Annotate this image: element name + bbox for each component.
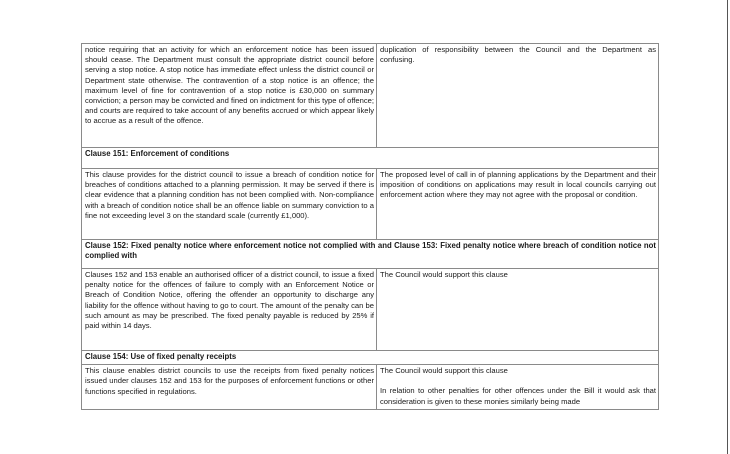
- clause-heading: Clause 151: Enforcement of conditions: [82, 148, 659, 169]
- clause-description-cell: notice requiring that an activity for which an enforcement notice has been issued should cease. The Department must consult the appropriate district council before serving a stop notice. A stop notice has immediate effect unless the district council or Department state otherwise. The contravention of a stop notice is an offence; the maximum level of fine for contravention of a stop notice is £30,000 on summary conviction; a person may be convicted and fined on indictment for this type of offence; and courts are required to take account of any benefits accrued or which appear likely to accrue as a result of the offence.: [82, 44, 377, 148]
- clause-description-cell: This clause enables district councils to use the receipts from fixed penalty notices issued under clauses 152 and 153 for the purposes of enforcement functions or other functions specified in regulations.: [82, 365, 377, 410]
- council-response-text: The Council would support this clause: [380, 366, 508, 376]
- clause-heading: Clause 154: Use of fixed penalty receipts: [82, 351, 659, 365]
- table-row: [82, 269, 659, 351]
- table-row: [82, 169, 659, 240]
- page-edge-line: [727, 0, 728, 454]
- clause-response-table: [81, 43, 659, 410]
- council-response-cell: duplication of responsibility between the Council and the Department as confusing.: [377, 44, 659, 148]
- table-row: [82, 240, 659, 269]
- clause-heading: Clause 152: Fixed penalty notice where enforcement notice not complied with and Clause 153: Fixed penalty notice where breach of condition notice not complied with: [82, 240, 659, 269]
- table-row: [82, 148, 659, 169]
- clause-description-cell: This clause provides for the district council to issue a breach of condition notice for breaches of conditions attached to a planning permission. It may be served if there is clear evidence that a planning condition has not been complied with. Non-compliance with a breach of condition notice shall be an offence liable on summary conviction to a fine not exceeding level 3 on the standard scale (currently £1,000).: [82, 169, 377, 240]
- council-response-cell: The Council would support this clause: [377, 269, 659, 351]
- council-response-cell: The proposed level of call in of planning applications by the Department and their imposition of conditions on applications may result in local councils carrying out enforcement action where they may not agree with the proposal or condition.: [377, 169, 659, 240]
- table-row: [82, 44, 659, 148]
- council-response-cell: [377, 365, 659, 410]
- table-row: [82, 351, 659, 365]
- council-response-extra-text: In relation to other penalties for other offences under the Bill it would ask that consideration is given to these monies similarly being made: [380, 386, 656, 406]
- clause-description-cell: Clauses 152 and 153 enable an authorised officer of a district council, to issue a fixed penalty notice for the offences of failure to comply with an Enforcement Notice or Breach of Condition Notice, offering the offender an opportunity to discharge any liability for the offence without having to go to court. The amount of the penalty can be such amount as may be prescribed. The fixed penalty payable is reduced by 25% if paid within 14 days.: [82, 269, 377, 351]
- table-row: [82, 365, 659, 410]
